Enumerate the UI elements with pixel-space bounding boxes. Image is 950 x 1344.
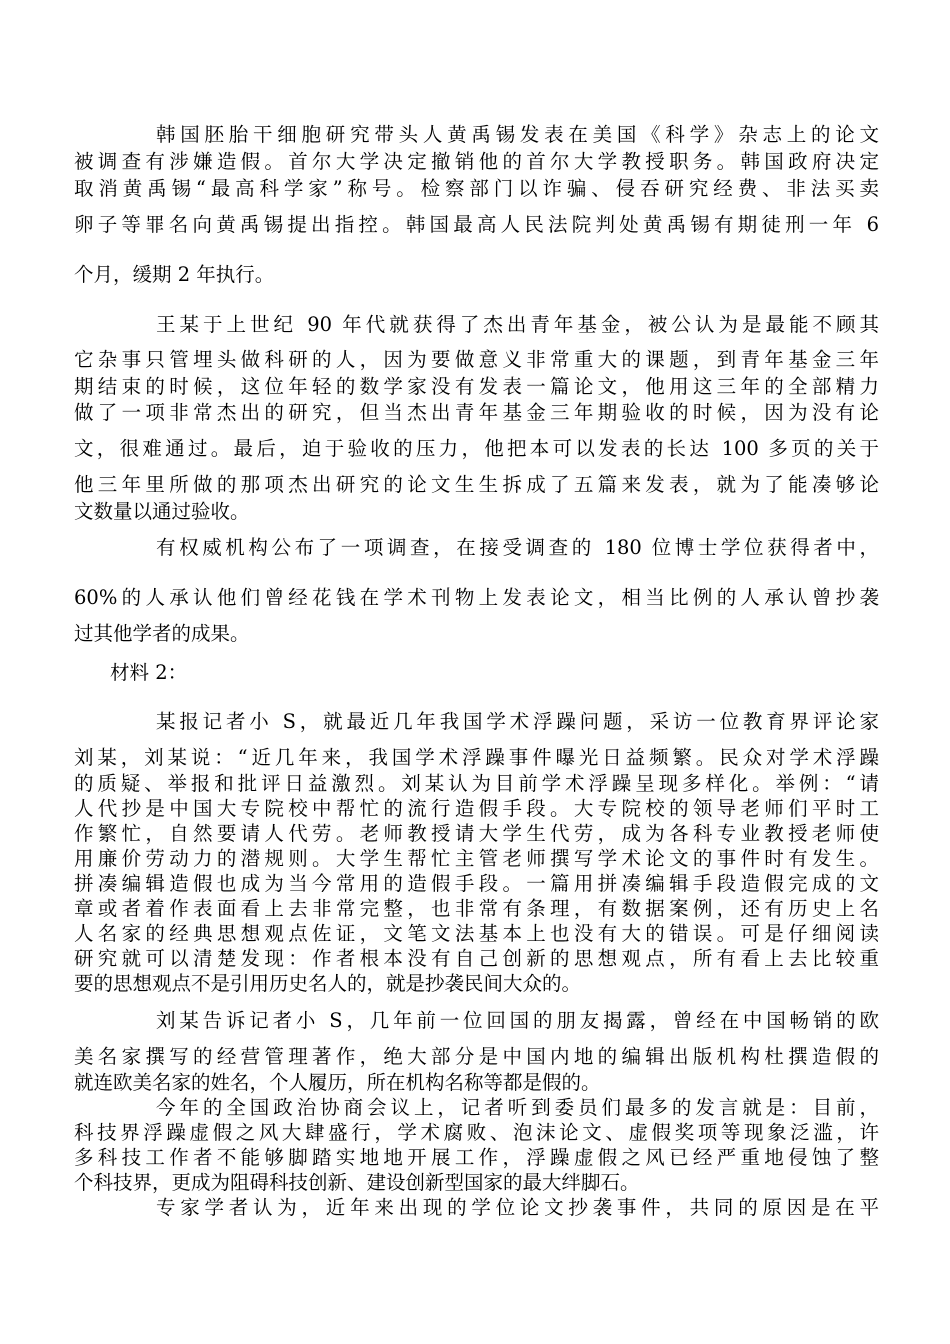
paragraph-5-line-1: 刘某告诉记者小 S，几年前一位回国的朋友揭露，曾经在中国畅销的欧 bbox=[156, 1009, 879, 1032]
paragraph-2-line-2: 它杂事只管埋头做科研的人，因为要做意义非常重大的课题，到青年基金三年 bbox=[74, 348, 879, 371]
paragraph-4-line-10: 研究就可以清楚发现：作者根本没有自己创新的思想观点，所有看上去比较重 bbox=[74, 947, 879, 970]
material-2-label: 材料 2： bbox=[110, 661, 188, 684]
paragraph-1-line-5: 个月，缓期 2 年执行。 bbox=[74, 263, 275, 286]
paragraph-6-line-2: 科技界浮躁虚假之风大肆盛行，学术腐败、泡沫论文、虚假奖项等现象泛滥，许 bbox=[74, 1121, 879, 1144]
paragraph-2-line-6: 他三年里所做的那项杰出研究的论文生生拆成了五篇来发表，就为了能凑够论 bbox=[74, 473, 879, 496]
paragraph-4-line-2: 刘某，刘某说：“近几年来，我国学术浮躁事件曝光日益频繁。民众对学术浮躁 bbox=[74, 746, 879, 769]
paragraph-1-line-2: 被调查有涉嫌造假。首尔大学决定撤销他的首尔大学教授职务。韩国政府决定 bbox=[74, 150, 879, 173]
paragraph-2-line-3: 期结束的时候，这位年轻的数学家没有发表一篇论文，他用这三年的全部精力 bbox=[74, 375, 879, 398]
paragraph-7-line-1: 专家学者认为，近年来出现的学位论文抄袭事件，共同的原因是在平 bbox=[156, 1196, 879, 1219]
paragraph-1-line-3: 取消黄禹锡“最高科学家”称号。检察部门以诈骗、侵吞研究经费、非法买卖 bbox=[74, 177, 879, 200]
paragraph-4-line-6: 用廉价劳动力的潜规则。大学生帮忙主管老师撰写学术论文的事件时有发生。 bbox=[74, 847, 879, 870]
paragraph-6-line-4: 个科技界，更成为阻碍科技创新、建设创新型国家的最大绊脚石。 bbox=[74, 1171, 640, 1194]
paragraph-4-line-9: 人名家的经典思想观点佐证，文笔文法基本上也没有大的错误。可是仔细阅读 bbox=[74, 922, 879, 945]
paragraph-3-line-3: 过其他学者的成果。 bbox=[74, 622, 250, 645]
paragraph-4-line-1: 某报记者小 S，就最近几年我国学术浮躁问题，采访一位教育界评论家 bbox=[156, 710, 879, 733]
paragraph-5-line-2: 美名家撰写的经营管理著作，绝大部分是中国内地的编辑出版机构杜撰造假的 bbox=[74, 1045, 879, 1068]
paragraph-2-line-7: 文数量以通过验收。 bbox=[74, 500, 250, 523]
paragraph-4-line-3: 的质疑、举报和批评日益激烈。刘某认为目前学术浮躁呈现多样化。举例：“请 bbox=[74, 772, 879, 795]
paragraph-6-line-1: 今年的全国政治协商会议上，记者听到委员们最多的发言就是：目前， bbox=[156, 1096, 879, 1119]
paragraph-1-line-4: 卵子等罪名向黄禹锡提出指控。韩国最高人民法院判处黄禹锡有期徒刑一年 6 bbox=[74, 213, 879, 236]
paragraph-2-line-5: 文，很难通过。最后，迫于验收的压力，他把本可以发表的长达 100 多页的关于 bbox=[74, 437, 879, 460]
paragraph-4-line-5: 作繁忙，自然要请人代劳。老师教授请大学生代劳，成为各科专业教授老师使 bbox=[74, 822, 879, 845]
paragraph-4-line-11: 要的思想观点不是引用历史名人的，就是抄袭民间大众的。 bbox=[74, 972, 582, 995]
paragraph-4-line-8: 章或者着作表面看上去非常完整，也非常有条理，有数据案例，还有历史上名 bbox=[74, 897, 879, 920]
paragraph-3-line-1: 有权威机构公布了一项调查，在接受调查的 180 位博士学位获得者中， bbox=[156, 536, 879, 559]
paragraph-2-line-1: 王某于上世纪 90 年代就获得了杰出青年基金，被公认为是最能不顾其 bbox=[156, 313, 879, 336]
paragraph-1-line-1: 韩国胚胎干细胞研究带头人黄禹锡发表在美国《科学》杂志上的论文 bbox=[156, 123, 879, 146]
paragraph-3-line-2: 60%的人承认他们曾经花钱在学术刊物上发表论文，相当比例的人承认曾抄袭 bbox=[74, 586, 879, 609]
paragraph-4-line-7: 拼凑编辑造假也成为当今常用的造假手段。一篇用拼凑编辑手段造假完成的文 bbox=[74, 872, 879, 895]
paragraph-4-line-4: 人代抄是中国大专院校中帮忙的流行造假手段。大专院校的领导老师们平时工 bbox=[74, 797, 879, 820]
paragraph-5-line-3: 就连欧美名家的姓名，个人履历，所在机构名称等都是假的。 bbox=[74, 1071, 601, 1094]
paragraph-6-line-3: 多科技工作者不能够脚踏实地地开展工作，浮躁虚假之风已经严重地侵蚀了整 bbox=[74, 1146, 879, 1169]
paragraph-2-line-4: 做了一项非常杰出的研究，但当杰出青年基金三年期验收的时候，因为没有论 bbox=[74, 401, 879, 424]
